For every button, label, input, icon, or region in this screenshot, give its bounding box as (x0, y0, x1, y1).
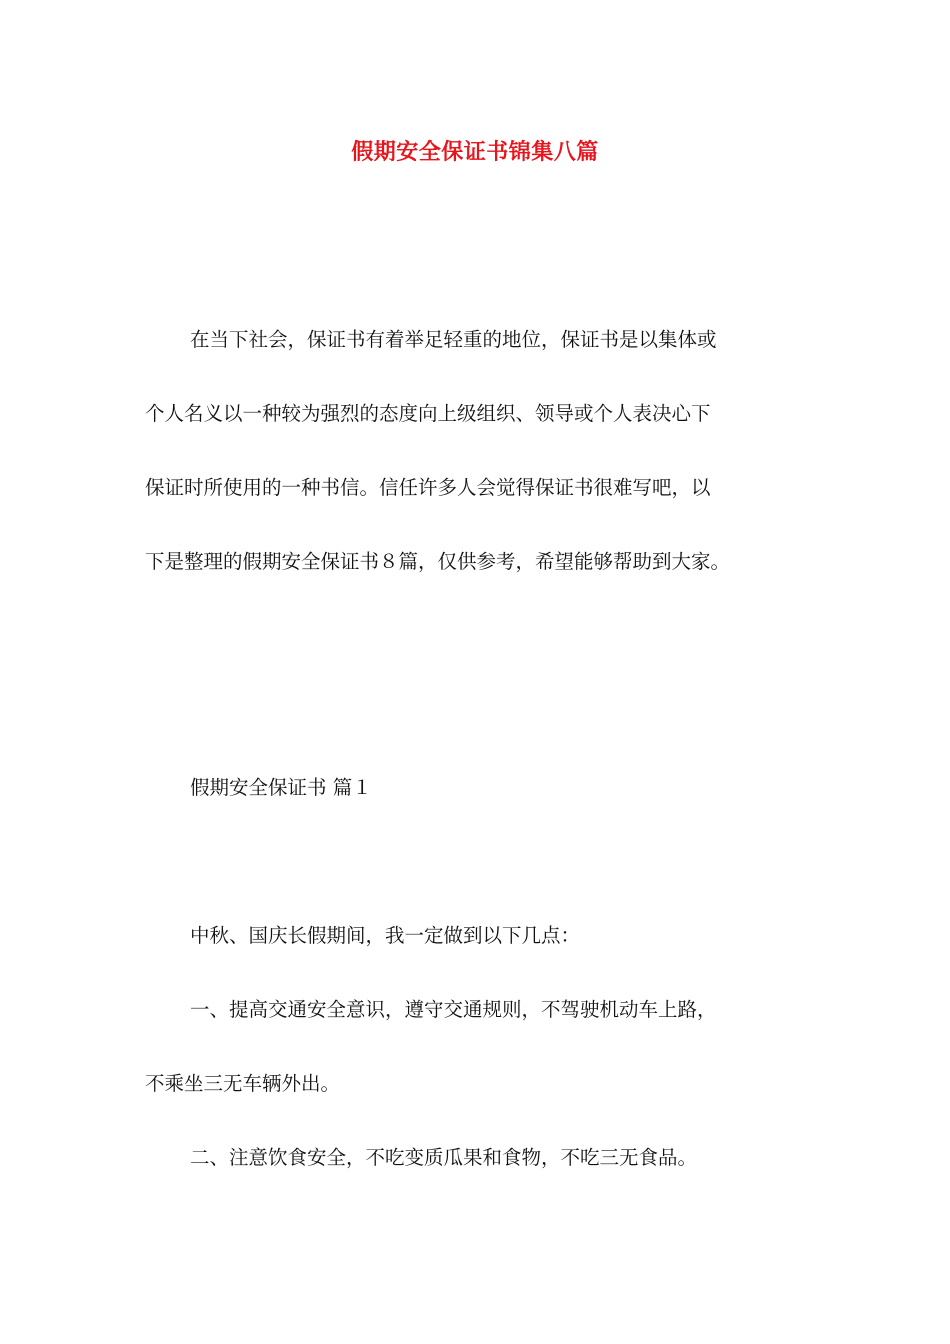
body-line-3: 不乘坐三无车辆外出。 (145, 1072, 341, 1095)
body-line-2: 一、提高交通安全意识，遵守交通规则，不驾驶机动车上路， (190, 998, 717, 1021)
intro-line-1: 在当下社会，保证书有着举足轻重的地位，保证书是以集体或 (190, 328, 717, 351)
body-line-1: 中秋、国庆长假期间，我一定做到以下几点： (190, 924, 581, 947)
section-heading: 假期安全保证书 篇１ (190, 776, 372, 799)
intro-line-2: 个人名义以一种较为强烈的态度向上级组织、领导或个人表决心下 (145, 402, 711, 425)
intro-line-3: 保证时所使用的一种书信。信任许多人会觉得保证书很难写吧，以 (145, 476, 711, 499)
document-title: 假期安全保证书锦集八篇 (351, 139, 599, 165)
intro-line-4: 下是整理的假期安全保证书８篇，仅供参考，希望能够帮助到大家。 (145, 550, 731, 573)
body-line-4: 二、注意饮食安全，不吃变质瓜果和食物，不吃三无食品。 (190, 1146, 698, 1169)
